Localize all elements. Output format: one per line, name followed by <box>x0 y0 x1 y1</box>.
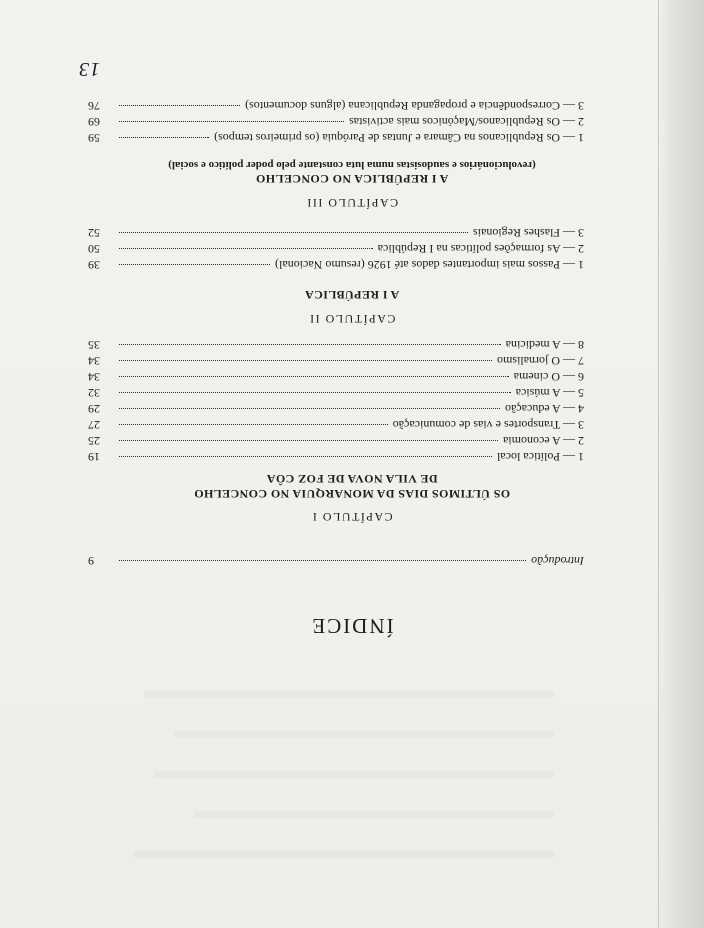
dot-leader <box>119 264 270 268</box>
toc-entry <box>88 369 584 384</box>
toc-entry <box>88 114 584 129</box>
chapter-3-title: A I REPÚBLICA NO CONCELHO <box>255 172 449 186</box>
dot-leader <box>119 137 209 141</box>
toc-entry <box>88 130 584 145</box>
chapter-3-subtitle: (revolucionários e saudosistas numa luta constante pelo poder político e social) <box>168 159 536 171</box>
page-edge <box>658 0 659 928</box>
toc-entry-label: 2 — As formações políticas na I República <box>377 242 584 256</box>
chapter-2-heading: CAPÍTULO II <box>308 312 396 326</box>
toc-entry <box>88 353 584 368</box>
toc-entry-page: 19 <box>88 450 100 464</box>
page-number: 13 <box>78 58 100 80</box>
toc-entry-page: 52 <box>88 226 100 240</box>
toc-entry-label: 1 — Política local <box>497 450 584 464</box>
toc-entry <box>88 98 584 113</box>
dot-leader <box>119 376 509 380</box>
dot-leader <box>119 440 498 444</box>
dot-leader <box>119 456 492 460</box>
chapter-1-title-cont: DE VILA NOVA DE FOZ CÔA <box>266 472 438 486</box>
bleed-through <box>154 771 554 778</box>
toc-entry-label: Introdução <box>531 554 584 568</box>
toc-entry-label: 7 — O jornalismo <box>497 354 584 368</box>
toc-entry-page: 32 <box>88 386 100 400</box>
toc-entry-label: 1 — Passos mais importantes dados até 1926 (resumo Nacional) <box>275 258 584 272</box>
dot-leader <box>119 560 526 564</box>
toc-entry <box>88 337 584 352</box>
chapter-2-title: A I REPÚBLICA <box>304 288 400 302</box>
toc-entry-label: 5 — A música <box>515 386 584 400</box>
dot-leader <box>119 360 492 364</box>
chapter-3-heading: CAPÍTULO III <box>305 196 399 210</box>
dot-leader <box>119 408 500 412</box>
toc-entry-label: 6 — O cinema <box>513 370 584 384</box>
dot-leader <box>119 248 373 252</box>
dot-leader <box>119 232 468 236</box>
toc-entry-label: 3 — Transportes e vias de comunicação <box>392 418 584 432</box>
toc-entry <box>88 241 584 256</box>
toc-entry-page: 50 <box>88 242 100 256</box>
dot-leader <box>119 424 388 428</box>
chapter-1-title: OS ÚLTIMOS DIAS DA MONARQUIA NO CONCELHO <box>193 487 511 501</box>
bleed-through <box>194 811 554 818</box>
toc-entry-page: 34 <box>88 370 100 384</box>
toc-entry-label: 8 — A medicina <box>505 338 584 352</box>
toc-entry-page: 69 <box>88 115 100 129</box>
toc-entry-page: 76 <box>88 99 100 113</box>
dot-leader <box>119 392 511 396</box>
toc-entry-page: 35 <box>88 338 100 352</box>
toc-entry-page: 9 <box>88 554 94 568</box>
toc-entry-label: 3 — Flashes Regionais <box>473 226 584 240</box>
toc-entry-label: 2 — Os Republicanos/Maçónicos mais activistas <box>349 115 584 129</box>
bleed-through <box>174 731 554 738</box>
toc-entry-label: 2 — A economia <box>503 434 584 448</box>
bleed-through <box>144 691 554 698</box>
toc-entry <box>88 401 584 416</box>
toc-entry-label: 4 — A educação <box>505 402 584 416</box>
toc-entry-page: 39 <box>88 258 100 272</box>
toc-entry-introduction <box>88 553 584 568</box>
bleed-through <box>134 851 554 858</box>
toc-entry-page: 27 <box>88 418 100 432</box>
toc-entry-page: 29 <box>88 402 100 416</box>
toc-entry <box>88 433 584 448</box>
toc-entry <box>88 417 584 432</box>
dot-leader <box>119 121 344 125</box>
chapter-1-heading: CAPÍTULO I <box>311 510 393 524</box>
page-title: ÍNDICE <box>310 614 394 638</box>
toc-entry-page: 34 <box>88 354 100 368</box>
page-edge-shadow <box>656 0 704 928</box>
toc-entry <box>88 257 584 272</box>
toc-entry <box>88 449 584 464</box>
dot-leader <box>119 105 240 109</box>
toc-entry-page: 25 <box>88 434 100 448</box>
toc-entry-page: 59 <box>88 131 100 145</box>
toc-entry-label: 3 — Correspondência e propaganda Republicana (alguns documentos) <box>245 99 584 113</box>
toc-entry <box>88 225 584 240</box>
toc-entry <box>88 385 584 400</box>
dot-leader <box>119 344 501 348</box>
toc-entry-label: 1 — Os Republicanos na Câmara e Juntas de Paróquia (os primeiros tempos) <box>214 131 584 145</box>
